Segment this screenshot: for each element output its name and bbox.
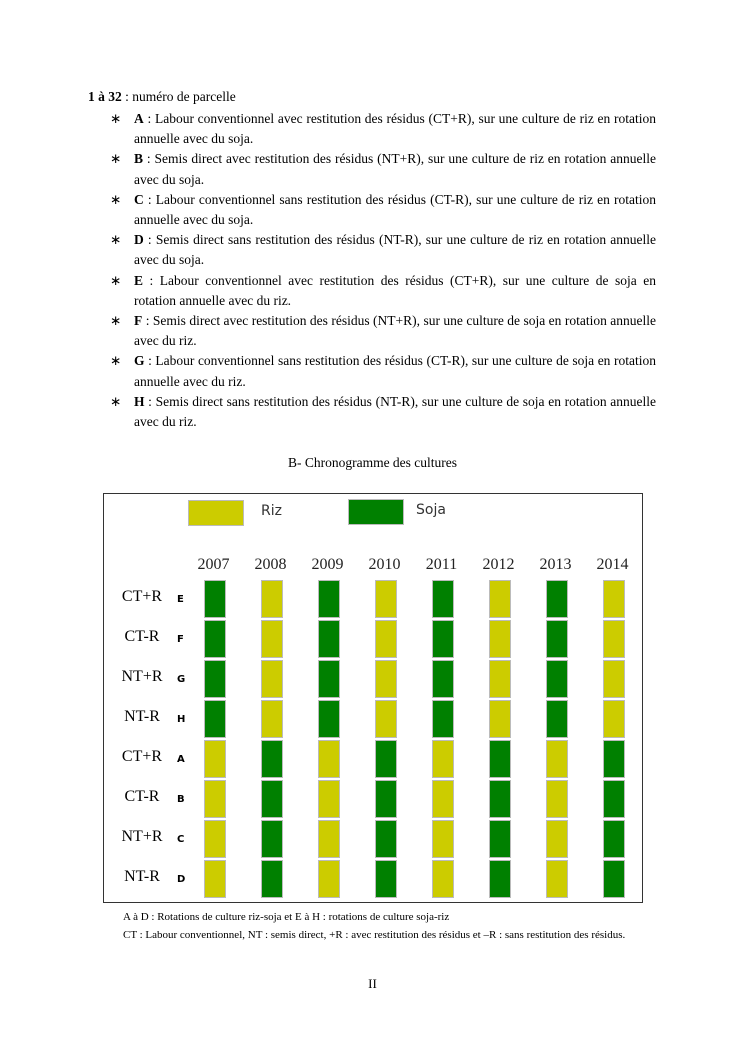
item-text: : Semis direct avec restitution des résidus (NT+R), sur une culture de riz en rotation annuelle avec du soja. — [134, 151, 656, 187]
crop-cell-riz — [204, 860, 226, 898]
crop-cell-riz — [318, 820, 340, 858]
bullet-icon: ∗ — [110, 393, 122, 409]
item-text: : Semis direct sans restitution des résidus (NT-R), sur une culture de soja en rotation annuelle avec du riz. — [134, 393, 656, 430]
crop-cell-soja — [261, 780, 283, 818]
year-header: 2007 — [197, 556, 230, 573]
bullet-icon: ∗ — [110, 111, 122, 126]
crop-cell-riz — [432, 780, 454, 818]
crop-cell-soja — [603, 780, 625, 818]
bullet-icon: ∗ — [110, 232, 122, 248]
crop-cell-soja — [546, 620, 568, 658]
row-letter: B — [177, 794, 185, 805]
item-text: : Labour conventionnel avec restitution des résidus (CT+R), sur une culture de soja en rotation annuelle avec du riz. — [134, 272, 656, 308]
item-text: : Labour conventionnel sans restitution des résidus (CT-R), sur une culture de soja en rotation annuelle avec du riz. — [134, 353, 656, 389]
row-letter: G — [177, 674, 186, 685]
year-header: 2013 — [539, 556, 572, 573]
crop-cell-soja — [318, 620, 340, 658]
item-letter: A — [134, 111, 144, 126]
crop-cell-riz — [375, 580, 397, 618]
list-item — [108, 190, 656, 230]
crop-cell-riz — [261, 660, 283, 698]
crop-cell-riz — [261, 700, 283, 738]
legend-label-riz: Riz — [261, 503, 282, 519]
crop-cell-soja — [489, 740, 511, 778]
crop-cell-soja — [261, 820, 283, 858]
list-item — [108, 149, 656, 189]
crop-cell-riz — [261, 580, 283, 618]
crop-cell-soja — [546, 580, 568, 618]
list-item — [108, 109, 656, 149]
page-number: II — [368, 976, 377, 991]
crop-cell-soja — [375, 820, 397, 858]
crop-cell-soja — [603, 740, 625, 778]
item-letter: B — [134, 151, 144, 167]
item-text: : Semis direct avec restitution des résidus (NT+R), sur une culture de soja en rotation annuelle avec du riz. — [134, 313, 656, 349]
crop-cell-soja — [204, 660, 226, 698]
crop-cell-riz — [204, 740, 226, 778]
list-item — [108, 230, 656, 270]
crop-cell-riz — [546, 780, 568, 818]
row-label: CT-R — [124, 788, 160, 805]
crop-cell-riz — [261, 620, 283, 658]
legend-label-soja: Soja — [416, 502, 446, 518]
row-letter: H — [177, 714, 186, 725]
year-header: 2009 — [311, 556, 344, 573]
row-label: CT+R — [121, 748, 163, 765]
list-item — [108, 311, 656, 351]
list-item — [108, 271, 656, 311]
row-label: CT-R — [124, 628, 160, 645]
row-label: NT+R — [121, 828, 163, 845]
crop-cell-soja — [546, 700, 568, 738]
year-header: 2010 — [368, 556, 401, 573]
item-letter: H — [134, 393, 145, 409]
item-letter: D — [134, 232, 144, 248]
item-text: : Labour conventionnel avec restitution des résidus (CT+R), sur une culture de riz en rotation annuelle avec du soja. — [134, 111, 656, 147]
bullet-icon: ∗ — [110, 191, 122, 207]
crop-cell-soja — [204, 580, 226, 618]
crop-cell-soja — [375, 780, 397, 818]
crop-cell-soja — [261, 740, 283, 778]
crop-cell-riz — [432, 860, 454, 898]
bullet-icon: ∗ — [110, 313, 122, 329]
crop-cell-riz — [318, 740, 340, 778]
item-letter: F — [134, 313, 143, 329]
crop-cell-soja — [432, 660, 454, 698]
figure-caption: B- Chronogramme des cultures — [287, 455, 458, 470]
crop-cell-soja — [432, 580, 454, 618]
item-text: : Labour conventionnel sans restitution des résidus (CT-R), sur une culture de riz en rotation annuelle avec du soja. — [134, 191, 656, 228]
crop-cell-soja — [432, 700, 454, 738]
crop-cell-soja — [546, 660, 568, 698]
crop-cell-riz — [546, 860, 568, 898]
list-item — [108, 392, 656, 432]
item-letter: G — [134, 353, 145, 369]
crop-cell-riz — [432, 820, 454, 858]
footnote-rotations: A à D : Rotations de culture riz-soja et E à H : rotations de culture soja-riz — [123, 911, 450, 923]
legend-swatch-soja — [348, 499, 404, 525]
intro-text: : numéro de parcelle — [121, 89, 236, 104]
crop-cell-riz — [489, 660, 511, 698]
crop-cell-soja — [261, 860, 283, 898]
list-item — [108, 351, 656, 391]
crop-cell-soja — [489, 820, 511, 858]
intro-bold: 1 à 32 — [88, 89, 122, 104]
row-letter: F — [177, 634, 184, 645]
crop-cell-riz — [603, 700, 625, 738]
crop-cell-soja — [603, 820, 625, 858]
year-header: 2012 — [482, 556, 515, 573]
crop-cell-riz — [204, 780, 226, 818]
crop-cell-riz — [489, 700, 511, 738]
year-header: 2014 — [596, 556, 629, 573]
year-header: 2008 — [254, 556, 287, 573]
crop-cell-soja — [318, 660, 340, 698]
bullet-icon: ∗ — [110, 151, 122, 167]
crop-cell-riz — [603, 580, 625, 618]
crop-cell-riz — [375, 700, 397, 738]
footnote-abbreviations: CT : Labour conventionnel, NT : semis direct, +R : avec restitution des résidus et –R : sans restitution des résidus. — [123, 929, 626, 941]
crop-cell-riz — [318, 860, 340, 898]
crop-cell-soja — [432, 620, 454, 658]
crop-cell-soja — [603, 860, 625, 898]
item-text: : Semis direct sans restitution des résidus (NT-R), sur une culture de riz en rotation annuelle avec du soja. — [134, 232, 656, 268]
bullet-icon: ∗ — [110, 272, 122, 288]
row-label: NT-R — [124, 708, 160, 725]
row-letter: C — [177, 834, 185, 845]
row-letter: A — [177, 754, 185, 765]
year-header: 2011 — [425, 556, 458, 573]
row-label: CT+R — [121, 588, 163, 605]
crop-chronogram — [103, 493, 643, 903]
crop-cell-riz — [204, 820, 226, 858]
item-letter: E — [134, 272, 144, 288]
crop-cell-soja — [375, 740, 397, 778]
crop-cell-riz — [489, 620, 511, 658]
bullet-icon: ∗ — [110, 353, 122, 369]
crop-cell-riz — [546, 740, 568, 778]
row-label: NT+R — [121, 668, 163, 685]
row-letter: E — [177, 594, 184, 605]
crop-cell-riz — [318, 780, 340, 818]
intro-line — [88, 89, 236, 105]
row-label: NT-R — [124, 868, 160, 885]
legend-swatch-riz — [188, 500, 244, 526]
crop-cell-riz — [375, 620, 397, 658]
treatment-list — [108, 109, 656, 432]
crop-cell-soja — [204, 700, 226, 738]
crop-cell-soja — [318, 580, 340, 618]
crop-cell-soja — [489, 780, 511, 818]
crop-cell-soja — [318, 700, 340, 738]
crop-cell-riz — [489, 580, 511, 618]
crop-cell-soja — [204, 620, 226, 658]
crop-cell-soja — [489, 860, 511, 898]
crop-cell-riz — [432, 740, 454, 778]
crop-cell-riz — [603, 660, 625, 698]
crop-cell-soja — [375, 860, 397, 898]
row-letter: D — [177, 874, 186, 885]
crop-cell-riz — [546, 820, 568, 858]
crop-cell-riz — [375, 660, 397, 698]
item-letter: C — [134, 191, 144, 207]
crop-cell-riz — [603, 620, 625, 658]
